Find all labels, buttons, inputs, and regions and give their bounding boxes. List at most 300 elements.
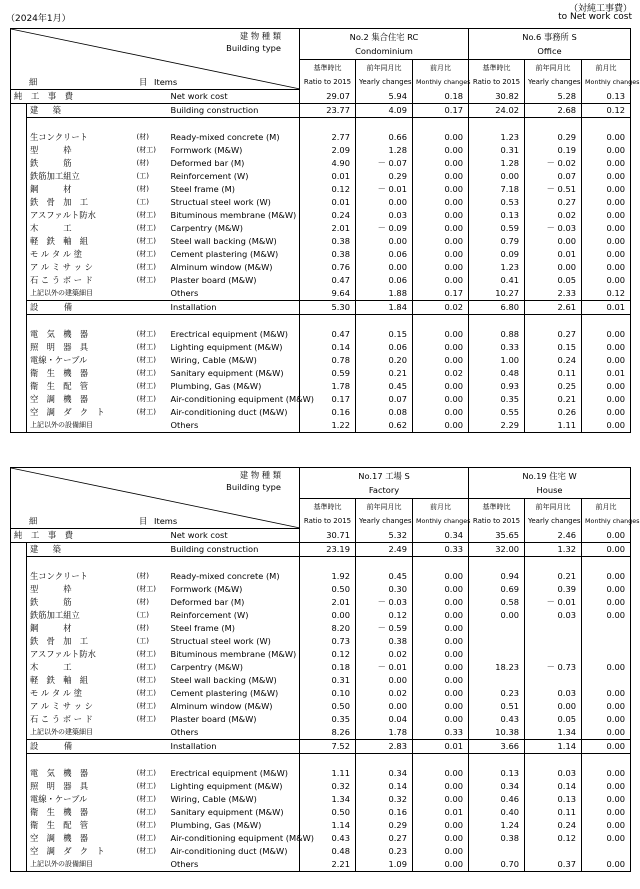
items-label-en: Items bbox=[154, 77, 178, 87]
installation-item-tag: (材工) bbox=[136, 834, 156, 842]
construction-item-value-1: 2.01 bbox=[300, 222, 356, 235]
indent-cell bbox=[11, 104, 27, 118]
col-monthly-en: Monthly changes bbox=[585, 516, 640, 525]
net-cost-value-3: 0.18 bbox=[413, 90, 469, 104]
construction-others-en: Others bbox=[168, 726, 300, 740]
net-cost-label-en: Net work cost bbox=[168, 529, 300, 543]
construction-value-3: 0.17 bbox=[413, 104, 469, 118]
installation-others-value-5: 0.37 bbox=[525, 858, 582, 872]
construction-item-tag: (材工) bbox=[136, 211, 156, 219]
construction-value-4: 32.00 bbox=[469, 543, 525, 557]
construction-item-value-2: 0.06 bbox=[356, 274, 413, 287]
installation-item-value-4: 0.40 bbox=[469, 806, 525, 819]
construction-item-en: Reinforcement (W) bbox=[168, 170, 300, 183]
indent-cell bbox=[11, 196, 27, 209]
col-ratio-jp: 基準時比 bbox=[313, 63, 342, 72]
construction-item-value-2: 0.03 bbox=[356, 209, 413, 222]
building-type-2-en: Office bbox=[469, 45, 631, 59]
installation-value-5: 2.61 bbox=[525, 301, 582, 315]
building-type-label-jp: 建 物 種 類 bbox=[239, 470, 281, 480]
installation-value-1: 5.30 bbox=[300, 301, 356, 315]
construction-item-jp: 型 枠 bbox=[27, 583, 134, 596]
col-ratio-jp: 基準時比 bbox=[482, 502, 511, 511]
installation-item-value-5: 0.11 bbox=[525, 806, 582, 819]
col-monthly-jp: 前月比 bbox=[595, 63, 617, 72]
installation-item-value-6: 0.00 bbox=[582, 806, 631, 819]
net-cost-value-2: 5.94 bbox=[356, 90, 413, 104]
installation-item-value-4: 1.00 bbox=[469, 354, 525, 367]
installation-item-value-1: 0.59 bbox=[300, 367, 356, 380]
construction-item-value-6: 0.00 bbox=[582, 222, 631, 235]
indent-cell bbox=[11, 832, 27, 845]
installation-item-en: Air-conditioning equipment (M&W) bbox=[168, 393, 300, 406]
construction-item-value-1: 0.24 bbox=[300, 209, 356, 222]
installation-item-value-3: 0.01 bbox=[413, 806, 469, 819]
construction-item-value-1: 0.12 bbox=[300, 648, 356, 661]
installation-item-value-4: 0.93 bbox=[469, 380, 525, 393]
construction-item-tag: (材工) bbox=[136, 689, 156, 697]
installation-item-jp: 電 気 機 器 bbox=[27, 328, 134, 341]
installation-item-jp: 電 気 機 器 bbox=[27, 767, 134, 780]
construction-item-value-1: 2.77 bbox=[300, 131, 356, 144]
installation-value-3: 0.01 bbox=[413, 740, 469, 754]
construction-item-tag: (材) bbox=[136, 159, 149, 167]
construction-value-6: 0.12 bbox=[582, 104, 631, 118]
construction-item-jp: 型 枠 bbox=[27, 144, 134, 157]
indent-cell bbox=[11, 131, 27, 144]
construction-others-value-4: 10.38 bbox=[469, 726, 525, 740]
installation-item-value-5 bbox=[525, 845, 582, 858]
indent-cell bbox=[11, 845, 27, 858]
construction-others-value-5: 1.34 bbox=[525, 726, 582, 740]
construction-item-value-1: 8.20 bbox=[300, 622, 356, 635]
construction-item-value-6: 0.00 bbox=[582, 700, 631, 713]
indent-cell bbox=[11, 726, 27, 740]
installation-item-value-3: 0.00 bbox=[413, 819, 469, 832]
construction-item-value-4: 0.43 bbox=[469, 713, 525, 726]
installation-item-value-4: 1.24 bbox=[469, 819, 525, 832]
construction-item-tag: (材工) bbox=[136, 146, 156, 154]
construction-item-value-5: 0.03 bbox=[525, 609, 582, 622]
indent-cell bbox=[11, 543, 27, 557]
construction-item-value-5 bbox=[525, 622, 582, 635]
indent-cell bbox=[11, 622, 27, 635]
net-cost-value-3: 0.34 bbox=[413, 529, 469, 543]
indent-cell bbox=[11, 806, 27, 819]
col-yearly-jp: 前年同月比 bbox=[366, 63, 402, 72]
installation-item-value-6: 0.00 bbox=[582, 819, 631, 832]
construction-item-value-5: － 0.03 bbox=[525, 222, 582, 235]
construction-item-tag: (材) bbox=[136, 624, 149, 632]
installation-item-value-1: 1.78 bbox=[300, 380, 356, 393]
indent-cell bbox=[11, 819, 27, 832]
indent-cell bbox=[11, 635, 27, 648]
construction-item-jp: 鉄 骨 加 工 bbox=[27, 635, 134, 648]
installation-others-jp: 上記以外の設備細目 bbox=[27, 419, 168, 433]
installation-item-tag: (材工) bbox=[136, 769, 156, 777]
col-ratio bbox=[469, 59, 525, 89]
construction-item-value-3: 0.00 bbox=[413, 170, 469, 183]
construction-item-en: Steel frame (M) bbox=[168, 622, 300, 635]
construction-item-value-1: 0.01 bbox=[300, 196, 356, 209]
building-type-2-jp: No.19 住宅 W bbox=[469, 468, 631, 484]
construction-item-value-3: 0.00 bbox=[413, 131, 469, 144]
installation-value-6: 0.01 bbox=[582, 301, 631, 315]
report-date: （2024年1月） bbox=[6, 14, 71, 24]
installation-item-jp: 衛 生 機 器 bbox=[27, 367, 134, 380]
construction-others-jp: 上記以外の建築細目 bbox=[27, 726, 168, 740]
unit-label-jp: （対純工事費） bbox=[568, 4, 632, 14]
construction-item-value-5: 0.01 bbox=[525, 248, 582, 261]
construction-item-value-4: 0.59 bbox=[469, 222, 525, 235]
construction-others-value-3: 0.17 bbox=[413, 287, 469, 301]
construction-item-value-2: 0.00 bbox=[356, 261, 413, 274]
header-corner bbox=[11, 29, 300, 90]
construction-item-value-1: 1.92 bbox=[300, 570, 356, 583]
construction-value-4: 24.02 bbox=[469, 104, 525, 118]
construction-item-value-6: 0.00 bbox=[582, 261, 631, 274]
building-type-1-en: Condominium bbox=[300, 45, 469, 59]
installation-item-jp: 衛 生 機 器 bbox=[27, 806, 134, 819]
construction-item-value-3: 0.00 bbox=[413, 209, 469, 222]
construction-item-jp: ア ル ミ サ ッ シ bbox=[27, 261, 134, 274]
installation-item-value-5: 0.21 bbox=[525, 393, 582, 406]
installation-item-jp: 衛 生 配 管 bbox=[27, 380, 134, 393]
construction-item-value-4: 1.28 bbox=[469, 157, 525, 170]
construction-item-value-6: 0.00 bbox=[582, 196, 631, 209]
installation-item-value-2: 0.27 bbox=[356, 832, 413, 845]
col-monthly bbox=[413, 498, 469, 528]
installation-item-value-5: 0.25 bbox=[525, 380, 582, 393]
construction-item-jp: 石 こ う ボ ー ド bbox=[27, 274, 134, 287]
construction-item-jp: 軽 鉄 軸 組 bbox=[27, 235, 134, 248]
indent-cell bbox=[11, 767, 27, 780]
construction-item-jp: 鉄 骨 加 工 bbox=[27, 196, 134, 209]
construction-item-value-4 bbox=[469, 635, 525, 648]
construction-item-jp: アスファルト防水 bbox=[27, 209, 134, 222]
indent-cell bbox=[11, 287, 27, 301]
installation-item-tag: (材工) bbox=[136, 395, 156, 403]
col-monthly bbox=[413, 59, 469, 89]
installation-item-value-6: 0.00 bbox=[582, 406, 631, 419]
construction-item-tag: (材) bbox=[136, 598, 149, 606]
construction-item-value-4: 0.53 bbox=[469, 196, 525, 209]
construction-value-6: 0.00 bbox=[582, 543, 631, 557]
construction-item-value-3: 0.00 bbox=[413, 700, 469, 713]
indent-cell bbox=[11, 235, 27, 248]
indent-cell bbox=[11, 609, 27, 622]
installation-item-value-5: 0.11 bbox=[525, 367, 582, 380]
installation-item-jp: 空 調 ダ ク ト bbox=[27, 845, 134, 858]
col-monthly-jp: 前月比 bbox=[430, 502, 451, 511]
construction-item-en: Deformed bar (M) bbox=[168, 157, 300, 170]
installation-item-value-4: 0.55 bbox=[469, 406, 525, 419]
col-yearly-en: Yearly changes bbox=[528, 77, 581, 86]
items-label-jp-left: 細 bbox=[29, 516, 38, 526]
installation-item-en: Air-conditioning duct (M&W) bbox=[168, 406, 300, 419]
construction-item-value-2: 0.00 bbox=[356, 700, 413, 713]
installation-item-value-3: 0.00 bbox=[413, 793, 469, 806]
installation-item-value-4: 0.13 bbox=[469, 767, 525, 780]
construction-value-1: 23.77 bbox=[300, 104, 356, 118]
installation-item-jp: 衛 生 配 管 bbox=[27, 819, 134, 832]
indent-cell bbox=[11, 700, 27, 713]
construction-item-value-1: 0.35 bbox=[300, 713, 356, 726]
installation-value-1: 7.52 bbox=[300, 740, 356, 754]
construction-item-value-4: 0.51 bbox=[469, 700, 525, 713]
installation-item-value-5: 0.27 bbox=[525, 328, 582, 341]
installation-value-3: 0.02 bbox=[413, 301, 469, 315]
net-cost-value-1: 30.71 bbox=[300, 529, 356, 543]
col-yearly bbox=[525, 498, 582, 528]
construction-item-value-3: 0.00 bbox=[413, 596, 469, 609]
indent-cell bbox=[11, 354, 27, 367]
net-cost-label-jp: 純 工 事 費 bbox=[11, 529, 168, 543]
col-yearly-en: Yearly changes bbox=[528, 516, 581, 525]
installation-item-value-3: 0.00 bbox=[413, 780, 469, 793]
col-ratio bbox=[300, 59, 356, 89]
installation-item-value-3: 0.00 bbox=[413, 832, 469, 845]
installation-item-tag: (材工) bbox=[136, 408, 156, 416]
installation-others-jp: 上記以外の設備細目 bbox=[27, 858, 168, 872]
indent-cell bbox=[11, 274, 27, 287]
indent-cell bbox=[11, 406, 27, 419]
indent-cell bbox=[11, 793, 27, 806]
indent-cell bbox=[11, 209, 27, 222]
construction-item-tag: (材工) bbox=[136, 276, 156, 284]
construction-item-value-6: 0.00 bbox=[582, 183, 631, 196]
installation-item-value-3: 0.00 bbox=[413, 406, 469, 419]
installation-item-value-6: 0.00 bbox=[582, 341, 631, 354]
installation-item-value-1: 1.11 bbox=[300, 767, 356, 780]
installation-others-value-2: 0.62 bbox=[356, 419, 413, 433]
installation-item-value-6: 0.00 bbox=[582, 767, 631, 780]
construction-item-value-4: 7.18 bbox=[469, 183, 525, 196]
construction-item-value-3: 0.00 bbox=[413, 609, 469, 622]
construction-item-en: Bituminous membrane (M&W) bbox=[168, 209, 300, 222]
col-yearly-en: Yearly changes bbox=[359, 516, 412, 525]
installation-item-jp: 照 明 器 具 bbox=[27, 780, 134, 793]
installation-item-en: Sanitary equipment (M&W) bbox=[168, 806, 300, 819]
installation-item-value-6: 0.00 bbox=[582, 832, 631, 845]
indent-cell bbox=[11, 419, 27, 433]
indent-cell bbox=[11, 183, 27, 196]
net-cost-label-en: Net work cost bbox=[168, 90, 300, 104]
construction-item-tag: (材工) bbox=[136, 715, 156, 723]
col-monthly-en: Monthly changes bbox=[585, 77, 640, 86]
installation-others-value-4: 0.70 bbox=[469, 858, 525, 872]
construction-item-value-5: － 0.01 bbox=[525, 596, 582, 609]
installation-item-value-1: 0.32 bbox=[300, 780, 356, 793]
construction-item-en: Structual steel work (W) bbox=[168, 196, 300, 209]
construction-item-value-4: 0.13 bbox=[469, 209, 525, 222]
indent-cell bbox=[11, 393, 27, 406]
construction-item-jp: モ ル タ ル 塗 bbox=[27, 687, 134, 700]
installation-item-value-1: 1.14 bbox=[300, 819, 356, 832]
installation-item-en: Plumbing, Gas (M&W) bbox=[168, 380, 300, 393]
construction-item-en: Alminum window (M&W) bbox=[168, 261, 300, 274]
installation-item-value-1: 0.43 bbox=[300, 832, 356, 845]
installation-others-value-1: 2.21 bbox=[300, 858, 356, 872]
installation-item-value-5: 0.03 bbox=[525, 767, 582, 780]
construction-item-jp: 鉄 筋 bbox=[27, 596, 134, 609]
construction-item-value-3: 0.00 bbox=[413, 648, 469, 661]
installation-item-value-4: 0.48 bbox=[469, 367, 525, 380]
construction-item-value-2: 0.00 bbox=[356, 674, 413, 687]
installation-item-tag: (材工) bbox=[136, 795, 156, 803]
indent-cell bbox=[11, 222, 27, 235]
construction-item-value-4 bbox=[469, 648, 525, 661]
net-cost-value-6: 0.00 bbox=[582, 529, 631, 543]
construction-item-value-4: 0.41 bbox=[469, 274, 525, 287]
construction-item-value-3: 0.00 bbox=[413, 261, 469, 274]
net-cost-label-jp: 純 工 事 費 bbox=[11, 90, 168, 104]
construction-item-jp: 鉄 筋 bbox=[27, 157, 134, 170]
construction-item-value-3: 0.00 bbox=[413, 274, 469, 287]
items-label-en: Items bbox=[154, 516, 178, 526]
indent-cell bbox=[11, 170, 27, 183]
installation-others-en: Others bbox=[168, 858, 300, 872]
construction-others-value-2: 1.78 bbox=[356, 726, 413, 740]
col-yearly bbox=[356, 59, 413, 89]
building-type-1-jp: No.17 工場 S bbox=[300, 468, 469, 484]
indent-cell bbox=[11, 328, 27, 341]
installation-value-6: 0.00 bbox=[582, 740, 631, 754]
indent-cell bbox=[11, 583, 27, 596]
installation-item-jp: 電線・ケーブル bbox=[27, 354, 134, 367]
installation-item-value-5: 0.15 bbox=[525, 341, 582, 354]
construction-item-value-3: 0.00 bbox=[413, 661, 469, 674]
col-ratio bbox=[469, 498, 525, 528]
construction-item-value-3: 0.00 bbox=[413, 570, 469, 583]
construction-item-value-5: － 0.51 bbox=[525, 183, 582, 196]
construction-value-3: 0.33 bbox=[413, 543, 469, 557]
installation-item-value-3: 0.00 bbox=[413, 380, 469, 393]
installation-item-jp: 空 調 ダ ク ト bbox=[27, 406, 134, 419]
construction-label-jp: 建 築 bbox=[27, 543, 168, 557]
installation-item-value-1: 0.17 bbox=[300, 393, 356, 406]
construction-item-value-6: 0.00 bbox=[582, 235, 631, 248]
construction-item-value-4: 0.00 bbox=[469, 170, 525, 183]
installation-item-jp: 空 調 機 器 bbox=[27, 832, 134, 845]
installation-item-value-2: 0.20 bbox=[356, 354, 413, 367]
indent-cell bbox=[11, 157, 27, 170]
installation-item-value-6: 0.00 bbox=[582, 354, 631, 367]
installation-item-value-3: 0.00 bbox=[413, 354, 469, 367]
installation-others-value-5: 1.11 bbox=[525, 419, 582, 433]
construction-label-jp: 建 築 bbox=[27, 104, 168, 118]
construction-label-en: Building construction bbox=[168, 543, 300, 557]
construction-item-value-6: 0.00 bbox=[582, 609, 631, 622]
installation-item-tag: (材工) bbox=[136, 847, 156, 855]
indent-cell bbox=[11, 740, 27, 754]
col-yearly-en: Yearly changes bbox=[359, 77, 412, 86]
indent-cell bbox=[11, 570, 27, 583]
construction-item-jp: 石 こ う ボ ー ド bbox=[27, 713, 134, 726]
items-label-jp-right: 目 bbox=[139, 516, 148, 526]
construction-item-en: Steel frame (M) bbox=[168, 183, 300, 196]
construction-item-jp: 木 工 bbox=[27, 661, 134, 674]
construction-item-value-2: 0.66 bbox=[356, 131, 413, 144]
construction-item-value-3: 0.00 bbox=[413, 687, 469, 700]
construction-item-value-2: － 0.59 bbox=[356, 622, 413, 635]
construction-item-value-6: 0.00 bbox=[582, 274, 631, 287]
construction-item-value-6 bbox=[582, 622, 631, 635]
installation-item-value-2: 0.32 bbox=[356, 793, 413, 806]
construction-item-value-1: 0.76 bbox=[300, 261, 356, 274]
construction-item-value-5: 0.05 bbox=[525, 274, 582, 287]
installation-item-value-5: 0.26 bbox=[525, 406, 582, 419]
installation-item-jp: 照 明 器 具 bbox=[27, 341, 134, 354]
installation-item-value-4: 0.35 bbox=[469, 393, 525, 406]
installation-item-tag: (材工) bbox=[136, 382, 156, 390]
installation-value-4: 3.66 bbox=[469, 740, 525, 754]
col-yearly bbox=[356, 498, 413, 528]
col-ratio-jp: 基準時比 bbox=[313, 502, 342, 511]
installation-value-2: 1.84 bbox=[356, 301, 413, 315]
net-cost-value-6: 0.13 bbox=[582, 90, 631, 104]
construction-item-value-1: 0.38 bbox=[300, 235, 356, 248]
construction-others-value-3: 0.33 bbox=[413, 726, 469, 740]
installation-item-value-6: 0.00 bbox=[582, 393, 631, 406]
installation-item-value-4: 0.34 bbox=[469, 780, 525, 793]
installation-others-value-2: 1.09 bbox=[356, 858, 413, 872]
installation-item-value-1: 0.47 bbox=[300, 328, 356, 341]
construction-item-value-4: 1.23 bbox=[469, 131, 525, 144]
construction-item-en: Deformed bar (M) bbox=[168, 596, 300, 609]
construction-item-tag: (工) bbox=[136, 198, 149, 206]
construction-item-value-2: － 0.01 bbox=[356, 183, 413, 196]
construction-item-value-6: 0.00 bbox=[582, 144, 631, 157]
indent-cell bbox=[11, 301, 27, 315]
construction-item-value-1: 4.90 bbox=[300, 157, 356, 170]
installation-label-jp: 設 備 bbox=[27, 301, 168, 315]
installation-item-value-3: 0.02 bbox=[413, 367, 469, 380]
installation-item-value-2: 0.34 bbox=[356, 767, 413, 780]
construction-item-value-2: 0.04 bbox=[356, 713, 413, 726]
installation-label-en: Installation bbox=[168, 740, 300, 754]
col-yearly-jp: 前年同月比 bbox=[535, 63, 571, 72]
construction-item-tag: (材工) bbox=[136, 237, 156, 245]
indent-cell bbox=[11, 367, 27, 380]
construction-item-value-4: 0.09 bbox=[469, 248, 525, 261]
construction-value-2: 4.09 bbox=[356, 104, 413, 118]
construction-item-en: Cement plastering (M&W) bbox=[168, 248, 300, 261]
construction-item-tag: (材工) bbox=[136, 676, 156, 684]
construction-item-value-3: 0.00 bbox=[413, 713, 469, 726]
construction-item-value-3: 0.00 bbox=[413, 635, 469, 648]
installation-item-value-1: 1.34 bbox=[300, 793, 356, 806]
construction-item-en: Steel wall backing (M&W) bbox=[168, 674, 300, 687]
installation-item-value-5: 0.14 bbox=[525, 780, 582, 793]
installation-item-en: Air-conditioning duct (M&W) bbox=[168, 845, 300, 858]
construction-item-value-4: 18.23 bbox=[469, 661, 525, 674]
construction-value-5: 2.68 bbox=[525, 104, 582, 118]
construction-item-tag: (材) bbox=[136, 185, 149, 193]
construction-others-value-6: 0.00 bbox=[582, 726, 631, 740]
col-ratio-en: Ratio to 2015 bbox=[472, 516, 521, 525]
installation-others-value-6: 0.00 bbox=[582, 419, 631, 433]
construction-item-value-2: － 0.07 bbox=[356, 157, 413, 170]
construction-item-value-3: 0.00 bbox=[413, 157, 469, 170]
construction-item-value-2: 0.02 bbox=[356, 687, 413, 700]
construction-others-en: Others bbox=[168, 287, 300, 301]
construction-item-en: Formwork (M&W) bbox=[168, 144, 300, 157]
installation-item-en: Air-conditioning equipment (M&W) bbox=[168, 832, 300, 845]
installation-others-value-6: 0.00 bbox=[582, 858, 631, 872]
construction-item-value-5: 0.00 bbox=[525, 700, 582, 713]
construction-item-jp: 生コンクリート bbox=[27, 131, 134, 144]
